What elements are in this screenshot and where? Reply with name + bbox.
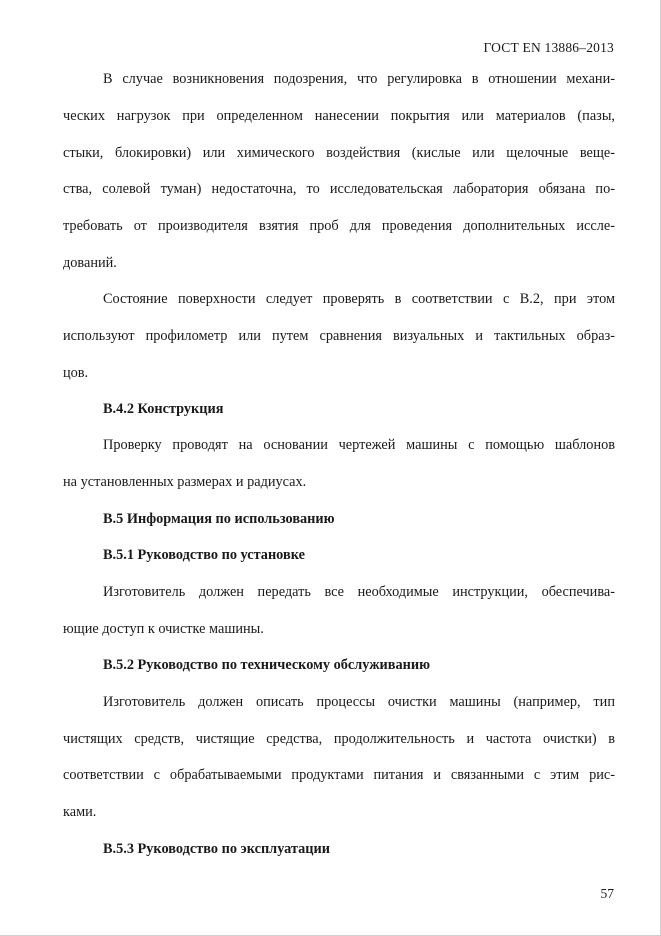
paragraph-line: ющие доступ к очистке машины. bbox=[63, 621, 264, 637]
paragraph-line: на установленных размерах и радиусах. bbox=[63, 474, 307, 490]
section-heading: В.5.1 Руководство по установке bbox=[103, 547, 305, 563]
paragraph-line: ками. bbox=[63, 804, 97, 820]
paragraph-line: используют профилометр или путем сравнения визуальных и тактильных образ- bbox=[63, 328, 615, 344]
paragraph-line: ства, солевой туман) недостаточна, то исследовательская лаборатория обязана по- bbox=[63, 181, 615, 197]
paragraph-line: стыки, блокировки) или химического воздействия (кислые или щелочные веще- bbox=[63, 145, 615, 161]
paragraph-line: дований. bbox=[63, 255, 117, 271]
paragraph-line: В случае возникновения подозрения, что регулировка в отношении механи- bbox=[103, 71, 615, 87]
paragraph-line: цов. bbox=[63, 365, 89, 381]
paragraph-line: Проверку проводят на основании чертежей машины с помощью шаблонов bbox=[103, 437, 615, 453]
section-heading: В.4.2 Конструкция bbox=[103, 401, 224, 417]
paragraph-line: Состояние поверхности следует проверять в соответствии с В.2, при этом bbox=[103, 291, 615, 307]
standard-header: ГОСТ EN 13886–2013 bbox=[483, 40, 614, 55]
paragraph-line: Изготовитель должен описать процессы очистки машины (например, тип bbox=[103, 694, 615, 710]
paragraph-line: соответствии с обрабатываемыми продуктами питания и связанными с этим рис- bbox=[63, 767, 615, 783]
section-heading: В.5.2 Руководство по техническому обслуживанию bbox=[103, 657, 431, 673]
page-number: 57 bbox=[600, 886, 614, 901]
paragraph-line: чистящих средств, чистящие средства, продолжительность и частота очистки) в bbox=[63, 731, 615, 747]
paragraph-line: Изготовитель должен передать все необходимые инструкции, обеспечива- bbox=[103, 584, 615, 600]
section-heading: В.5.3 Руководство по эксплуатации bbox=[103, 841, 331, 857]
section-heading: В.5 Информация по использованию bbox=[103, 511, 335, 527]
paragraph-line: ческих нагрузок при определенном нанесении покрытия или материалов (пазы, bbox=[63, 108, 615, 124]
paragraph-line: требовать от производителя взятия проб для проведения дополнительных иссле- bbox=[63, 218, 615, 234]
